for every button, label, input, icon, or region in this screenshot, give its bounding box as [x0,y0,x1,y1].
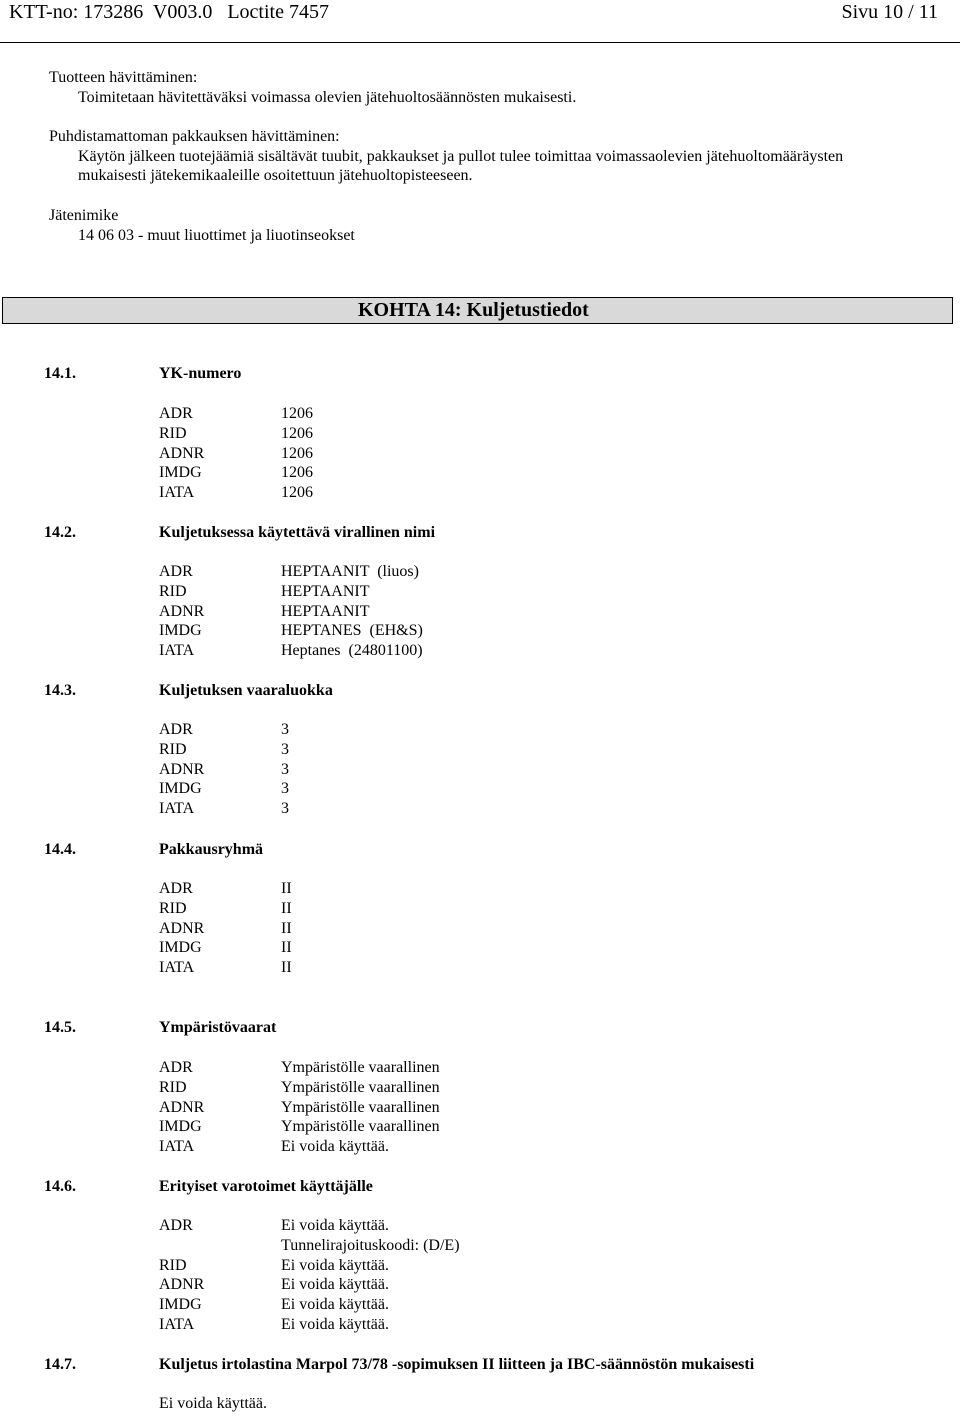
subsection-title: YK-numero [159,365,242,382]
transport-row [0,879,960,899]
subsection-number: 14.5. [44,1019,76,1036]
packaging-disposal-heading: Puhdistamattoman pakkauksen hävittäminen: [49,128,340,145]
transport-value: Ei voida käyttää. [281,1138,389,1156]
transport-mode: IMDG [159,939,202,957]
transport-mode: RID [159,582,187,600]
packaging-disposal-text-line1: Käytön jälkeen tuotejäämiä sisältävät tuubit, pakkaukset ja pullot tulee toimittaa voimassaolevien jätehuoltomääräysten [78,148,844,165]
transport-mode: ADR [159,563,193,580]
transport-value: HEPTAANIT (liuos) [281,563,419,580]
transport-value: II [281,919,292,937]
transport-mode: IMDG [159,780,202,798]
product-disposal-text: Toimitetaan hävitettäväksi voimassa olevien jätehuoltosäännösten mukaisesti. [78,89,577,106]
transport-mode: IATA [159,800,195,818]
transport-mode: ADR [159,405,193,422]
transport-value: Ei voida käyttää. [281,1296,389,1314]
transport-value: HEPTAANIT [281,602,370,620]
packaging-disposal-text-line2: mukaisesti jätekemikaaleille osoitettuun jätehuoltopisteeseen. [78,167,473,184]
transport-row [0,760,960,780]
transport-value: 1206 [281,484,313,502]
transport-value: 1206 [281,405,313,422]
subsection-title: Kuljetus irtolastina Marpol 73/78 -sopimuksen II liitteen ja IBC-säännöstön mukaisesti [159,1356,755,1373]
transport-value: 3 [281,740,289,758]
transport-mode: ADNR [159,1276,205,1294]
transport-mode: ADNR [159,444,205,462]
transport-row [0,919,960,939]
transport-value: HEPTANES (EH&S) [281,622,423,640]
transport-mode: RID [159,1256,187,1274]
transport-row [0,720,960,740]
transport-mode: ADNR [159,760,205,778]
transport-value: Ympäristölle vaarallinen [281,1098,440,1116]
transport-value: Ei voida käyttää. [281,1256,389,1274]
transport-value: II [281,880,292,897]
transport-row [0,899,960,919]
transport-mode: ADR [159,721,193,738]
transport-value: 1206 [281,464,313,482]
subsection-number: 14.7. [44,1356,76,1373]
document-id: KTT-no: 173286 V003.0 Loctite 7457 [9,1,329,23]
transport-value: 3 [281,760,289,778]
transport-row [0,1117,960,1137]
transport-row [0,1275,960,1295]
transport-row [0,444,960,464]
transport-mode: IATA [159,642,195,660]
transport-mode: IMDG [159,1296,202,1314]
section-title: KOHTA 14: Kuljetustiedot [358,299,589,321]
transport-row [0,621,960,641]
transport-value: Ei voida käyttää. [281,1276,389,1294]
transport-row [0,1236,960,1256]
transport-mode: ADR [159,880,193,897]
transport-row [0,958,960,978]
transport-mode: IATA [159,1138,195,1156]
transport-row [0,404,960,424]
subsection-title: Kuljetuksen vaaraluokka [159,682,333,699]
transport-row [0,1078,960,1098]
transport-row [0,938,960,958]
subsection-title: Kuljetuksessa käytettävä virallinen nimi [159,524,436,541]
transport-value: 1206 [281,444,313,462]
transport-mode: IMDG [159,1118,202,1136]
transport-row [0,1295,960,1315]
transport-mode: IATA [159,484,195,502]
transport-mode: ADNR [159,602,205,620]
transport-row [0,1058,960,1078]
transport-value: II [281,959,292,977]
transport-row [0,602,960,622]
transport-mode: IMDG [159,622,202,640]
transport-value: II [281,899,292,917]
subsection-title: Ympäristövaarat [159,1019,277,1036]
page-header [0,0,960,30]
transport-row [0,641,960,661]
subsection-number: 14.3. [44,682,76,699]
transport-row [0,740,960,760]
transport-value: II [281,939,292,957]
transport-value: Ei voida käyttää. [281,1217,389,1234]
transport-value: 1206 [281,424,313,442]
transport-row [0,562,960,582]
transport-value: 3 [281,721,289,738]
transport-row [0,483,960,503]
subsection-title: Erityiset varotoimet käyttäjälle [159,1178,373,1195]
transport-value: Ympäristölle vaarallinen [281,1059,440,1076]
transport-value: HEPTAANIT [281,582,370,600]
subsection-number: 14.6. [44,1178,76,1195]
transport-value: Ympäristölle vaarallinen [281,1078,440,1096]
transport-value: 3 [281,780,289,798]
header-divider [0,42,960,43]
section-14-header [2,297,953,324]
transport-row [0,779,960,799]
transport-mode: IMDG [159,464,202,482]
transport-mode: RID [159,899,187,917]
transport-mode: RID [159,1078,187,1096]
subsection-title: Pakkausryhmä [159,841,264,858]
transport-mode: ADNR [159,1098,205,1116]
transport-value: Ympäristölle vaarallinen [281,1118,440,1136]
subsection-number: 14.2. [44,524,76,541]
transport-row [0,1256,960,1276]
transport-value: Tunnelirajoituskoodi: (D/E) [281,1236,460,1254]
subsection-text: Ei voida käyttää. [159,1395,267,1412]
subsection-number: 14.4. [44,841,76,858]
transport-mode: ADR [159,1059,193,1076]
transport-value: Ei voida käyttää. [281,1316,389,1333]
transport-row [0,463,960,483]
product-disposal-heading: Tuotteen hävittäminen: [49,69,198,86]
transport-mode: RID [159,740,187,758]
transport-row [0,799,960,819]
transport-row [0,1216,960,1236]
subsection-number: 14.1. [44,365,76,382]
transport-row [0,582,960,602]
page-number: Sivu 10 / 11 [841,1,938,23]
waste-name-heading: Jätenimike [49,207,119,224]
transport-mode: ADR [159,1217,193,1234]
transport-mode: RID [159,424,187,442]
transport-row [0,1137,960,1157]
transport-value: 3 [281,800,289,818]
transport-row [0,1315,960,1335]
transport-mode: IATA [159,959,195,977]
transport-row [0,1098,960,1118]
transport-value: Heptanes (24801100) [281,642,423,660]
transport-mode: ADNR [159,919,205,937]
transport-row [0,424,960,444]
transport-mode: IATA [159,1316,195,1333]
waste-name-text: 14 06 03 - muut liuottimet ja liuotinseokset [78,227,355,244]
